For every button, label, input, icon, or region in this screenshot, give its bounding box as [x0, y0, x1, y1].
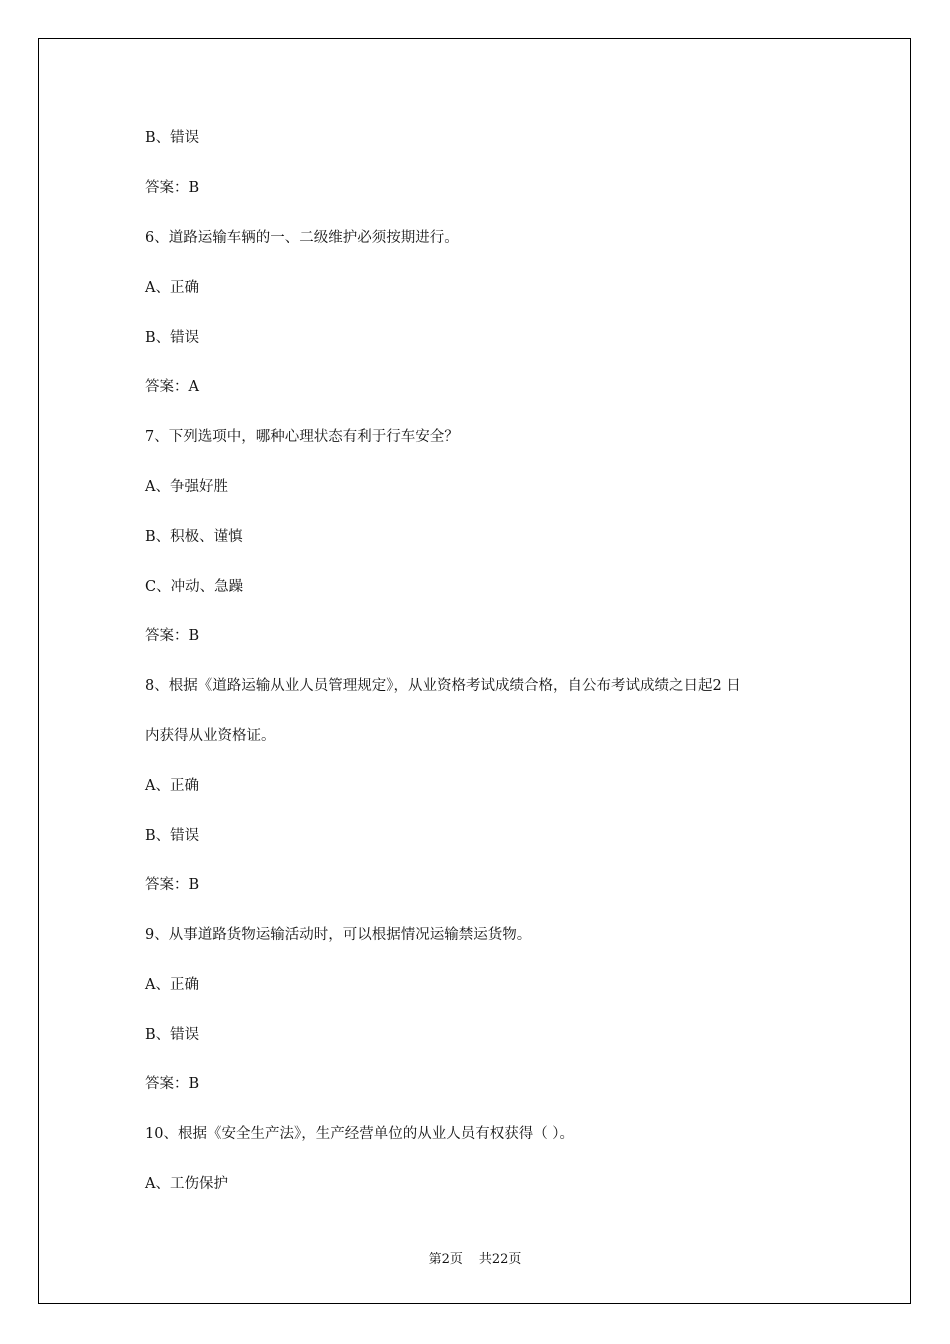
- question-10: 10、根据《安全生产法》，生产经营单位的从业人员有权获得（ ）。: [145, 1126, 575, 1142]
- option-b: B、积极、谨慎: [145, 529, 243, 545]
- option-b: B、错误: [145, 828, 200, 844]
- answer: 答案：B: [145, 877, 200, 893]
- answer: 答案：B: [145, 1076, 200, 1092]
- question-6: 6、道路运输车辆的一、二级维护必须按期进行。: [145, 230, 459, 246]
- option-c: C、冲动、急躁: [145, 579, 244, 595]
- question-9: 9、从事道路货物运输活动时，可以根据情况运输禁运货物。: [145, 927, 532, 943]
- answer: 答案：A: [145, 379, 199, 395]
- option-a: A、工伤保护: [145, 1176, 228, 1192]
- answer: 答案：B: [145, 180, 200, 196]
- question-8: 8、根据《道路运输从业人员管理规定》，从业资格考试成绩合格，自公布考试成绩之日起2 日: [145, 678, 741, 694]
- page-total: 共22页: [478, 1252, 522, 1267]
- page-number: 第2页: [428, 1252, 463, 1267]
- option-b: B、错误: [145, 330, 200, 346]
- option-a: A、正确: [145, 778, 199, 794]
- option-a: A、争强好胜: [145, 479, 228, 495]
- option-b: B、错误: [145, 130, 200, 146]
- option-a: A、正确: [145, 977, 199, 993]
- answer: 答案：B: [145, 628, 200, 644]
- option-a: A、正确: [145, 280, 199, 296]
- page-footer: [0, 1248, 950, 1267]
- question-7: 7、下列选项中，哪种心理状态有利于行车安全？: [145, 429, 459, 445]
- option-b: B、错误: [145, 1027, 200, 1043]
- question-8-continued: 内获得从业资格证。: [145, 728, 276, 744]
